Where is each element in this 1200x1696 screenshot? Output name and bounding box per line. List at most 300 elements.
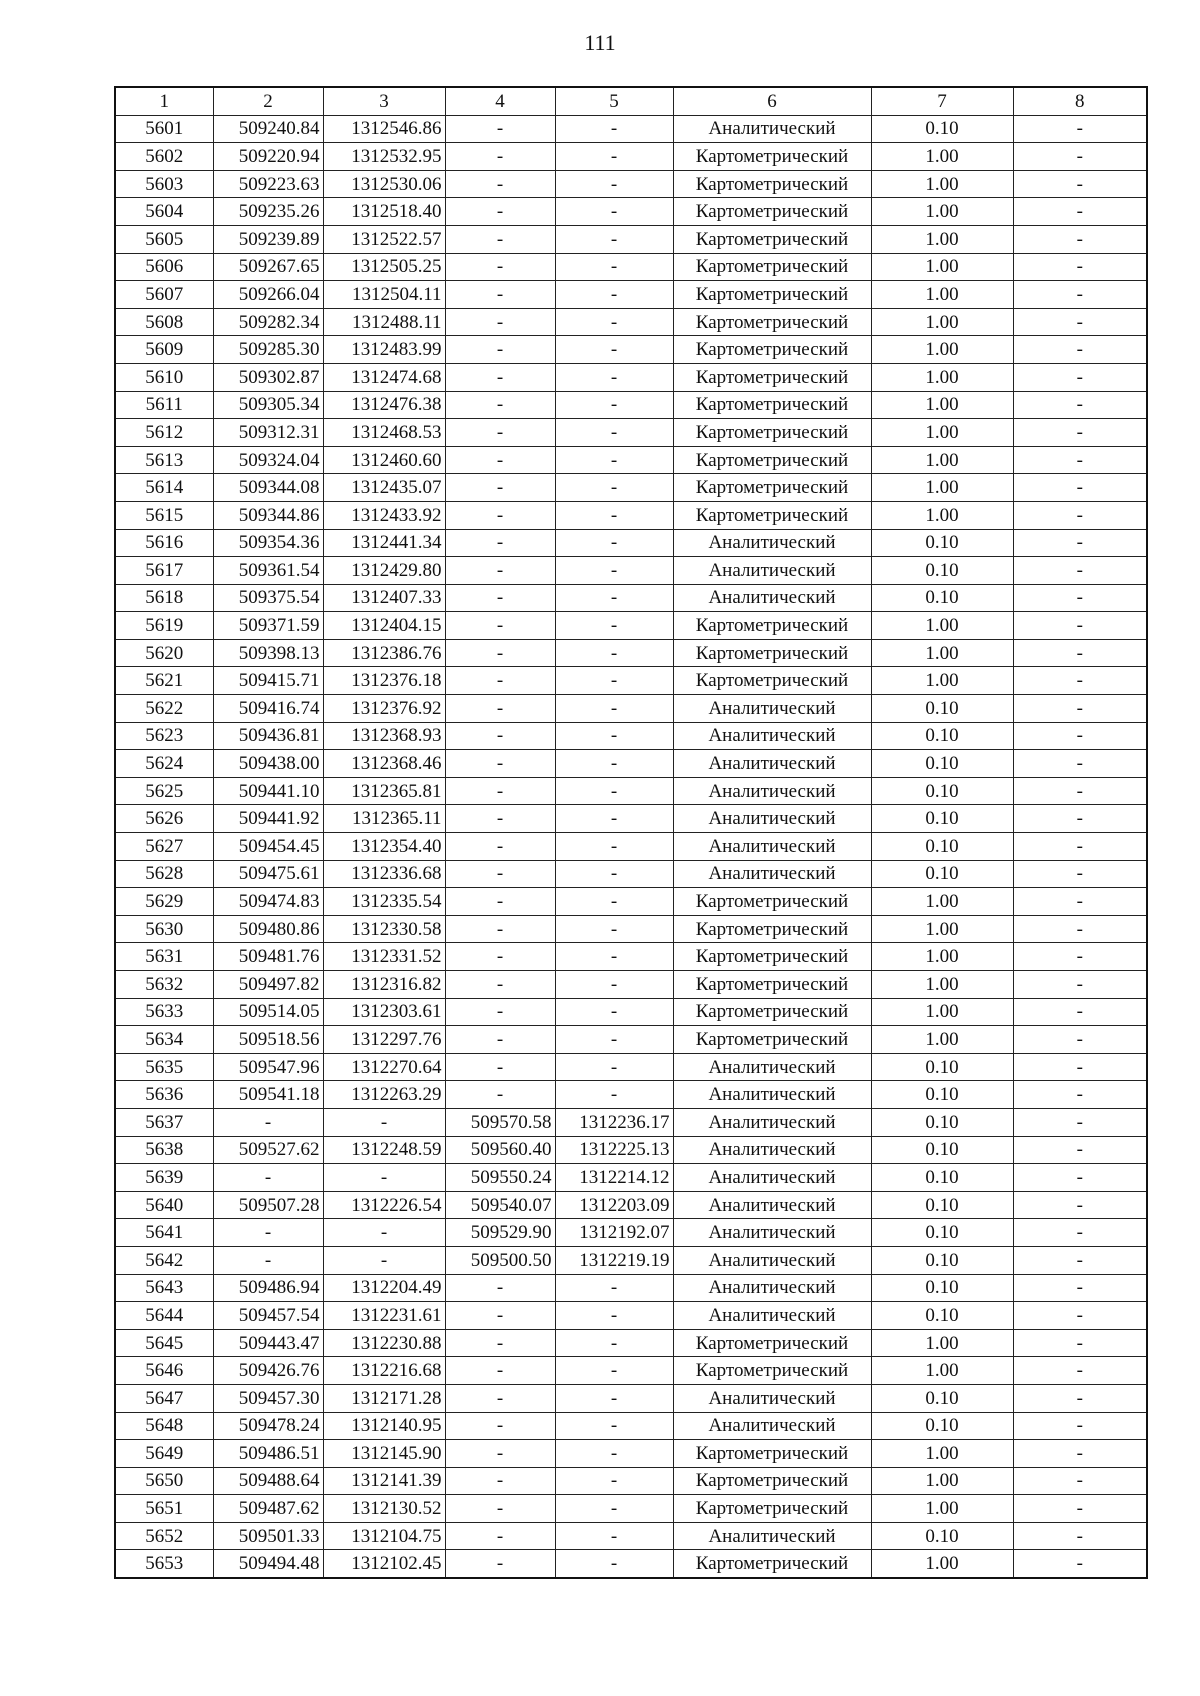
- table-cell: 5628: [115, 860, 213, 888]
- table-cell: -: [555, 1522, 673, 1550]
- table-row: [115, 612, 1147, 640]
- table-cell: -: [1013, 584, 1147, 612]
- table-cell: 509398.13: [213, 639, 323, 667]
- table-cell: Аналитический: [673, 1302, 871, 1330]
- table-cell: 509415.71: [213, 667, 323, 695]
- table-cell: 5620: [115, 639, 213, 667]
- table-cell: -: [1013, 225, 1147, 253]
- table-cell: -: [555, 336, 673, 364]
- table-cell: -: [445, 667, 555, 695]
- table-cell: -: [323, 1246, 445, 1274]
- table-cell: 5639: [115, 1164, 213, 1192]
- table-cell: 5629: [115, 888, 213, 916]
- table-cell: -: [445, 1053, 555, 1081]
- table-cell: 5632: [115, 971, 213, 999]
- table-cell: 0.10: [871, 1384, 1013, 1412]
- table-cell: 1312386.76: [323, 639, 445, 667]
- table-cell: 1.00: [871, 474, 1013, 502]
- table-cell: 1312297.76: [323, 1026, 445, 1054]
- table-cell: -: [1013, 1274, 1147, 1302]
- table-cell: -: [1013, 1550, 1147, 1578]
- table-cell: Картометрический: [673, 198, 871, 226]
- table-cell: -: [1013, 971, 1147, 999]
- table-cell: -: [323, 1108, 445, 1136]
- table-cell: 509441.92: [213, 805, 323, 833]
- table-cell: -: [445, 722, 555, 750]
- table-cell: -: [445, 143, 555, 171]
- table-cell: 5634: [115, 1026, 213, 1054]
- table-cell: 1312331.52: [323, 943, 445, 971]
- table-cell: -: [555, 777, 673, 805]
- table-cell: 1312316.82: [323, 971, 445, 999]
- table-cell: Аналитический: [673, 1164, 871, 1192]
- table-cell: -: [555, 308, 673, 336]
- table-cell: -: [445, 529, 555, 557]
- table-cell: 0.10: [871, 1108, 1013, 1136]
- table-cell: 1.00: [871, 667, 1013, 695]
- table-cell: -: [1013, 1136, 1147, 1164]
- coordinates-table: [114, 86, 1148, 1579]
- table-cell: 1.00: [871, 943, 1013, 971]
- table-row: [115, 971, 1147, 999]
- table-row: [115, 115, 1147, 143]
- table-cell: -: [1013, 722, 1147, 750]
- table-cell: 509486.51: [213, 1440, 323, 1468]
- table-row: [115, 1412, 1147, 1440]
- table-cell: 1.00: [871, 363, 1013, 391]
- table-cell: -: [555, 474, 673, 502]
- table-cell: Аналитический: [673, 860, 871, 888]
- table-cell: -: [555, 639, 673, 667]
- table-cell: -: [1013, 281, 1147, 309]
- table-cell: 509541.18: [213, 1081, 323, 1109]
- table-body: [115, 115, 1147, 1578]
- table-cell: Картометрический: [673, 888, 871, 916]
- table-cell: 509474.83: [213, 888, 323, 916]
- table-cell: 5645: [115, 1329, 213, 1357]
- table-cell: 1312522.57: [323, 225, 445, 253]
- table-cell: 509480.86: [213, 915, 323, 943]
- table-cell: 509560.40: [445, 1136, 555, 1164]
- table-cell: 0.10: [871, 1246, 1013, 1274]
- table-cell: 1.00: [871, 225, 1013, 253]
- table-cell: 1.00: [871, 336, 1013, 364]
- table-cell: -: [445, 446, 555, 474]
- table-cell: 509488.64: [213, 1467, 323, 1495]
- table-cell: 509497.82: [213, 971, 323, 999]
- table-cell: -: [1013, 446, 1147, 474]
- table-cell: 5626: [115, 805, 213, 833]
- table-cell: 0.10: [871, 722, 1013, 750]
- table-cell: 1.00: [871, 170, 1013, 198]
- table-cell: -: [1013, 1357, 1147, 1385]
- table-cell: 1312504.11: [323, 281, 445, 309]
- table-row: [115, 474, 1147, 502]
- table-cell: -: [1013, 1191, 1147, 1219]
- table-cell: -: [1013, 1384, 1147, 1412]
- table-cell: 5653: [115, 1550, 213, 1578]
- table-row: [115, 777, 1147, 805]
- table-cell: 5614: [115, 474, 213, 502]
- table-cell: 509223.63: [213, 170, 323, 198]
- table-cell: 5613: [115, 446, 213, 474]
- table-cell: -: [555, 750, 673, 778]
- table-cell: -: [445, 198, 555, 226]
- table-cell: 1.00: [871, 391, 1013, 419]
- table-cell: 1.00: [871, 1495, 1013, 1523]
- table-cell: -: [555, 667, 673, 695]
- table-cell: 5635: [115, 1053, 213, 1081]
- table-cell: -: [445, 777, 555, 805]
- table-cell: 1312546.86: [323, 115, 445, 143]
- table-cell: Картометрический: [673, 363, 871, 391]
- table-cell: 5609: [115, 336, 213, 364]
- table-cell: -: [555, 170, 673, 198]
- table-cell: -: [1013, 1219, 1147, 1247]
- table-cell: 5647: [115, 1384, 213, 1412]
- table-cell: -: [555, 1467, 673, 1495]
- table-cell: -: [555, 805, 673, 833]
- table-row: [115, 1108, 1147, 1136]
- table-cell: -: [555, 1081, 673, 1109]
- table-cell: 509375.54: [213, 584, 323, 612]
- table-cell: -: [445, 888, 555, 916]
- table-cell: 1.00: [871, 308, 1013, 336]
- table-cell: 5651: [115, 1495, 213, 1523]
- table-cell: -: [555, 1412, 673, 1440]
- table-cell: 5611: [115, 391, 213, 419]
- table-cell: 0.10: [871, 1136, 1013, 1164]
- table-cell: -: [555, 419, 673, 447]
- table-cell: Аналитический: [673, 1191, 871, 1219]
- table-cell: 1312441.34: [323, 529, 445, 557]
- table-cell: Картометрический: [673, 915, 871, 943]
- table-cell: -: [555, 1357, 673, 1385]
- table-cell: -: [1013, 667, 1147, 695]
- table-row: [115, 1495, 1147, 1523]
- table-cell: 0.10: [871, 1081, 1013, 1109]
- table-cell: -: [555, 833, 673, 861]
- table-cell: 0.10: [871, 750, 1013, 778]
- table-cell: 509529.90: [445, 1219, 555, 1247]
- table-cell: Аналитический: [673, 1053, 871, 1081]
- table-cell: 5648: [115, 1412, 213, 1440]
- table-cell: 0.10: [871, 1219, 1013, 1247]
- table-cell: -: [1013, 639, 1147, 667]
- table-cell: -: [445, 1522, 555, 1550]
- table-row: [115, 833, 1147, 861]
- table-cell: 0.10: [871, 777, 1013, 805]
- table-cell: -: [445, 639, 555, 667]
- table-row: [115, 888, 1147, 916]
- table-cell: Картометрический: [673, 446, 871, 474]
- table-cell: -: [555, 998, 673, 1026]
- table-cell: -: [1013, 915, 1147, 943]
- table-cell: 1312365.11: [323, 805, 445, 833]
- table-cell: Аналитический: [673, 1136, 871, 1164]
- table-cell: 509478.24: [213, 1412, 323, 1440]
- table-cell: -: [555, 1302, 673, 1330]
- table-cell: 1312230.88: [323, 1329, 445, 1357]
- table-cell: 1312145.90: [323, 1440, 445, 1468]
- table-cell: 1312214.12: [555, 1164, 673, 1192]
- table-cell: -: [555, 225, 673, 253]
- table-cell: 5624: [115, 750, 213, 778]
- table-cell: 0.10: [871, 115, 1013, 143]
- table-cell: 1312263.29: [323, 1081, 445, 1109]
- table-cell: 1312140.95: [323, 1412, 445, 1440]
- table-cell: 1312368.46: [323, 750, 445, 778]
- table-row: [115, 308, 1147, 336]
- table-row: [115, 336, 1147, 364]
- table-cell: -: [445, 943, 555, 971]
- table-cell: -: [1013, 253, 1147, 281]
- table-row: [115, 1329, 1147, 1357]
- table-cell: 1.00: [871, 1467, 1013, 1495]
- table-cell: 5606: [115, 253, 213, 281]
- table-row: [115, 253, 1147, 281]
- table-cell: 509475.61: [213, 860, 323, 888]
- table-cell: -: [555, 529, 673, 557]
- table-cell: -: [445, 225, 555, 253]
- column-header: 5: [555, 87, 673, 115]
- table-row: [115, 391, 1147, 419]
- table-cell: Картометрический: [673, 143, 871, 171]
- table-cell: 0.10: [871, 805, 1013, 833]
- table-cell: 1312236.17: [555, 1108, 673, 1136]
- table-row: [115, 1081, 1147, 1109]
- table-cell: -: [555, 501, 673, 529]
- table-cell: 1312270.64: [323, 1053, 445, 1081]
- table-cell: 1.00: [871, 198, 1013, 226]
- table-cell: 5608: [115, 308, 213, 336]
- table-cell: -: [445, 612, 555, 640]
- table-cell: Аналитический: [673, 1274, 871, 1302]
- table-cell: 1312518.40: [323, 198, 445, 226]
- table-cell: -: [555, 971, 673, 999]
- table-cell: -: [1013, 419, 1147, 447]
- table-cell: -: [445, 1357, 555, 1385]
- table-cell: -: [445, 805, 555, 833]
- table-cell: 509239.89: [213, 225, 323, 253]
- table-row: [115, 557, 1147, 585]
- table-cell: 509518.56: [213, 1026, 323, 1054]
- table-cell: 1312488.11: [323, 308, 445, 336]
- table-cell: 1.00: [871, 888, 1013, 916]
- table-cell: 5627: [115, 833, 213, 861]
- table-cell: 5643: [115, 1274, 213, 1302]
- table-cell: 5618: [115, 584, 213, 612]
- table-cell: 1.00: [871, 612, 1013, 640]
- table-cell: 0.10: [871, 1412, 1013, 1440]
- table-cell: -: [213, 1219, 323, 1247]
- table-cell: 1312130.52: [323, 1495, 445, 1523]
- table-cell: 1.00: [871, 281, 1013, 309]
- table-cell: -: [323, 1219, 445, 1247]
- table-cell: -: [445, 695, 555, 723]
- table-cell: -: [445, 253, 555, 281]
- table-cell: 1312192.07: [555, 1219, 673, 1247]
- table-cell: 509443.47: [213, 1329, 323, 1357]
- table-cell: Картометрический: [673, 1329, 871, 1357]
- table-cell: 509441.10: [213, 777, 323, 805]
- table-cell: Аналитический: [673, 777, 871, 805]
- table-cell: 509527.62: [213, 1136, 323, 1164]
- table-cell: Картометрический: [673, 1026, 871, 1054]
- table-cell: 1312219.19: [555, 1246, 673, 1274]
- table-cell: -: [213, 1246, 323, 1274]
- table-cell: -: [1013, 1246, 1147, 1274]
- table-cell: 1312336.68: [323, 860, 445, 888]
- table-cell: -: [555, 363, 673, 391]
- table-cell: 0.10: [871, 529, 1013, 557]
- table-cell: -: [555, 1329, 673, 1357]
- table-cell: 509285.30: [213, 336, 323, 364]
- table-cell: 5649: [115, 1440, 213, 1468]
- table-row: [115, 915, 1147, 943]
- table-cell: -: [1013, 612, 1147, 640]
- table-cell: 509354.36: [213, 529, 323, 557]
- table-cell: -: [555, 695, 673, 723]
- table-cell: Аналитический: [673, 1246, 871, 1274]
- table-cell: Аналитический: [673, 1522, 871, 1550]
- table-cell: -: [555, 1384, 673, 1412]
- table-cell: 5617: [115, 557, 213, 585]
- table-cell: 1312460.60: [323, 446, 445, 474]
- table-cell: -: [1013, 198, 1147, 226]
- table-cell: -: [555, 888, 673, 916]
- table-cell: -: [555, 722, 673, 750]
- table-cell: -: [445, 750, 555, 778]
- table-cell: -: [445, 584, 555, 612]
- table-cell: 1312376.18: [323, 667, 445, 695]
- table-cell: -: [445, 1550, 555, 1578]
- table-cell: 1.00: [871, 1440, 1013, 1468]
- table-cell: -: [555, 1440, 673, 1468]
- table-cell: Аналитический: [673, 1384, 871, 1412]
- table-cell: -: [1013, 888, 1147, 916]
- table-cell: 5607: [115, 281, 213, 309]
- table-cell: -: [445, 1274, 555, 1302]
- table-cell: 509540.07: [445, 1191, 555, 1219]
- table-cell: 1312204.49: [323, 1274, 445, 1302]
- table-cell: Аналитический: [673, 1081, 871, 1109]
- table-cell: -: [1013, 1164, 1147, 1192]
- table-cell: 1312354.40: [323, 833, 445, 861]
- table-row: [115, 639, 1147, 667]
- table-cell: Аналитический: [673, 584, 871, 612]
- table-cell: 1312368.93: [323, 722, 445, 750]
- table-cell: Картометрический: [673, 1467, 871, 1495]
- table-row: [115, 198, 1147, 226]
- table-cell: 0.10: [871, 1274, 1013, 1302]
- table-cell: 1.00: [871, 1357, 1013, 1385]
- table-cell: 1.00: [871, 501, 1013, 529]
- table-cell: 1312102.45: [323, 1550, 445, 1578]
- table-cell: 0.10: [871, 584, 1013, 612]
- table-cell: Картометрический: [673, 1550, 871, 1578]
- table-cell: 1.00: [871, 1550, 1013, 1578]
- column-header: 4: [445, 87, 555, 115]
- table-cell: 1312226.54: [323, 1191, 445, 1219]
- table-cell: -: [445, 281, 555, 309]
- table-cell: 0.10: [871, 695, 1013, 723]
- table-row: [115, 943, 1147, 971]
- table-cell: -: [445, 998, 555, 1026]
- table-cell: -: [1013, 750, 1147, 778]
- table-cell: 1.00: [871, 915, 1013, 943]
- table-cell: Аналитический: [673, 1412, 871, 1440]
- table-cell: 5601: [115, 115, 213, 143]
- table-cell: -: [445, 1302, 555, 1330]
- table-row: [115, 1219, 1147, 1247]
- table-cell: -: [1013, 557, 1147, 585]
- table-cell: 1.00: [871, 1329, 1013, 1357]
- table-cell: -: [555, 198, 673, 226]
- table-cell: -: [213, 1164, 323, 1192]
- table-cell: -: [445, 1081, 555, 1109]
- table-cell: 509344.86: [213, 501, 323, 529]
- table-cell: 509436.81: [213, 722, 323, 750]
- table-cell: 1312104.75: [323, 1522, 445, 1550]
- table-cell: -: [1013, 143, 1147, 171]
- table-row: [115, 1274, 1147, 1302]
- table-cell: Картометрический: [673, 419, 871, 447]
- table-cell: 509426.76: [213, 1357, 323, 1385]
- table-cell: Картометрический: [673, 639, 871, 667]
- table-cell: -: [1013, 336, 1147, 364]
- table-cell: -: [445, 1467, 555, 1495]
- table-cell: 5621: [115, 667, 213, 695]
- table-cell: 5638: [115, 1136, 213, 1164]
- table-row: [115, 1053, 1147, 1081]
- table-row: [115, 998, 1147, 1026]
- table-cell: 5616: [115, 529, 213, 557]
- table-cell: 509416.74: [213, 695, 323, 723]
- table-cell: 1312407.33: [323, 584, 445, 612]
- table-cell: -: [555, 1053, 673, 1081]
- table-cell: -: [555, 281, 673, 309]
- table-cell: Картометрический: [673, 971, 871, 999]
- table-cell: 1312435.07: [323, 474, 445, 502]
- table-cell: -: [1013, 1329, 1147, 1357]
- table-cell: 1.00: [871, 971, 1013, 999]
- table-cell: 1.00: [871, 253, 1013, 281]
- table-cell: -: [555, 1274, 673, 1302]
- table-cell: 1312433.92: [323, 501, 445, 529]
- table-cell: -: [555, 1026, 673, 1054]
- table-cell: 509235.26: [213, 198, 323, 226]
- table-cell: -: [445, 971, 555, 999]
- table-cell: 1312376.92: [323, 695, 445, 723]
- table-cell: -: [1013, 860, 1147, 888]
- table-cell: -: [445, 308, 555, 336]
- table-cell: 1.00: [871, 419, 1013, 447]
- table-cell: 5644: [115, 1302, 213, 1330]
- table-cell: -: [1013, 1467, 1147, 1495]
- table-cell: Аналитический: [673, 695, 871, 723]
- column-header: 8: [1013, 87, 1147, 115]
- table-cell: 5650: [115, 1467, 213, 1495]
- table-cell: -: [445, 1384, 555, 1412]
- table-cell: -: [1013, 998, 1147, 1026]
- table-cell: 1312248.59: [323, 1136, 445, 1164]
- table-cell: -: [555, 915, 673, 943]
- column-header: 3: [323, 87, 445, 115]
- table-cell: Аналитический: [673, 115, 871, 143]
- page-number: 111: [584, 30, 616, 55]
- table-cell: 509457.54: [213, 1302, 323, 1330]
